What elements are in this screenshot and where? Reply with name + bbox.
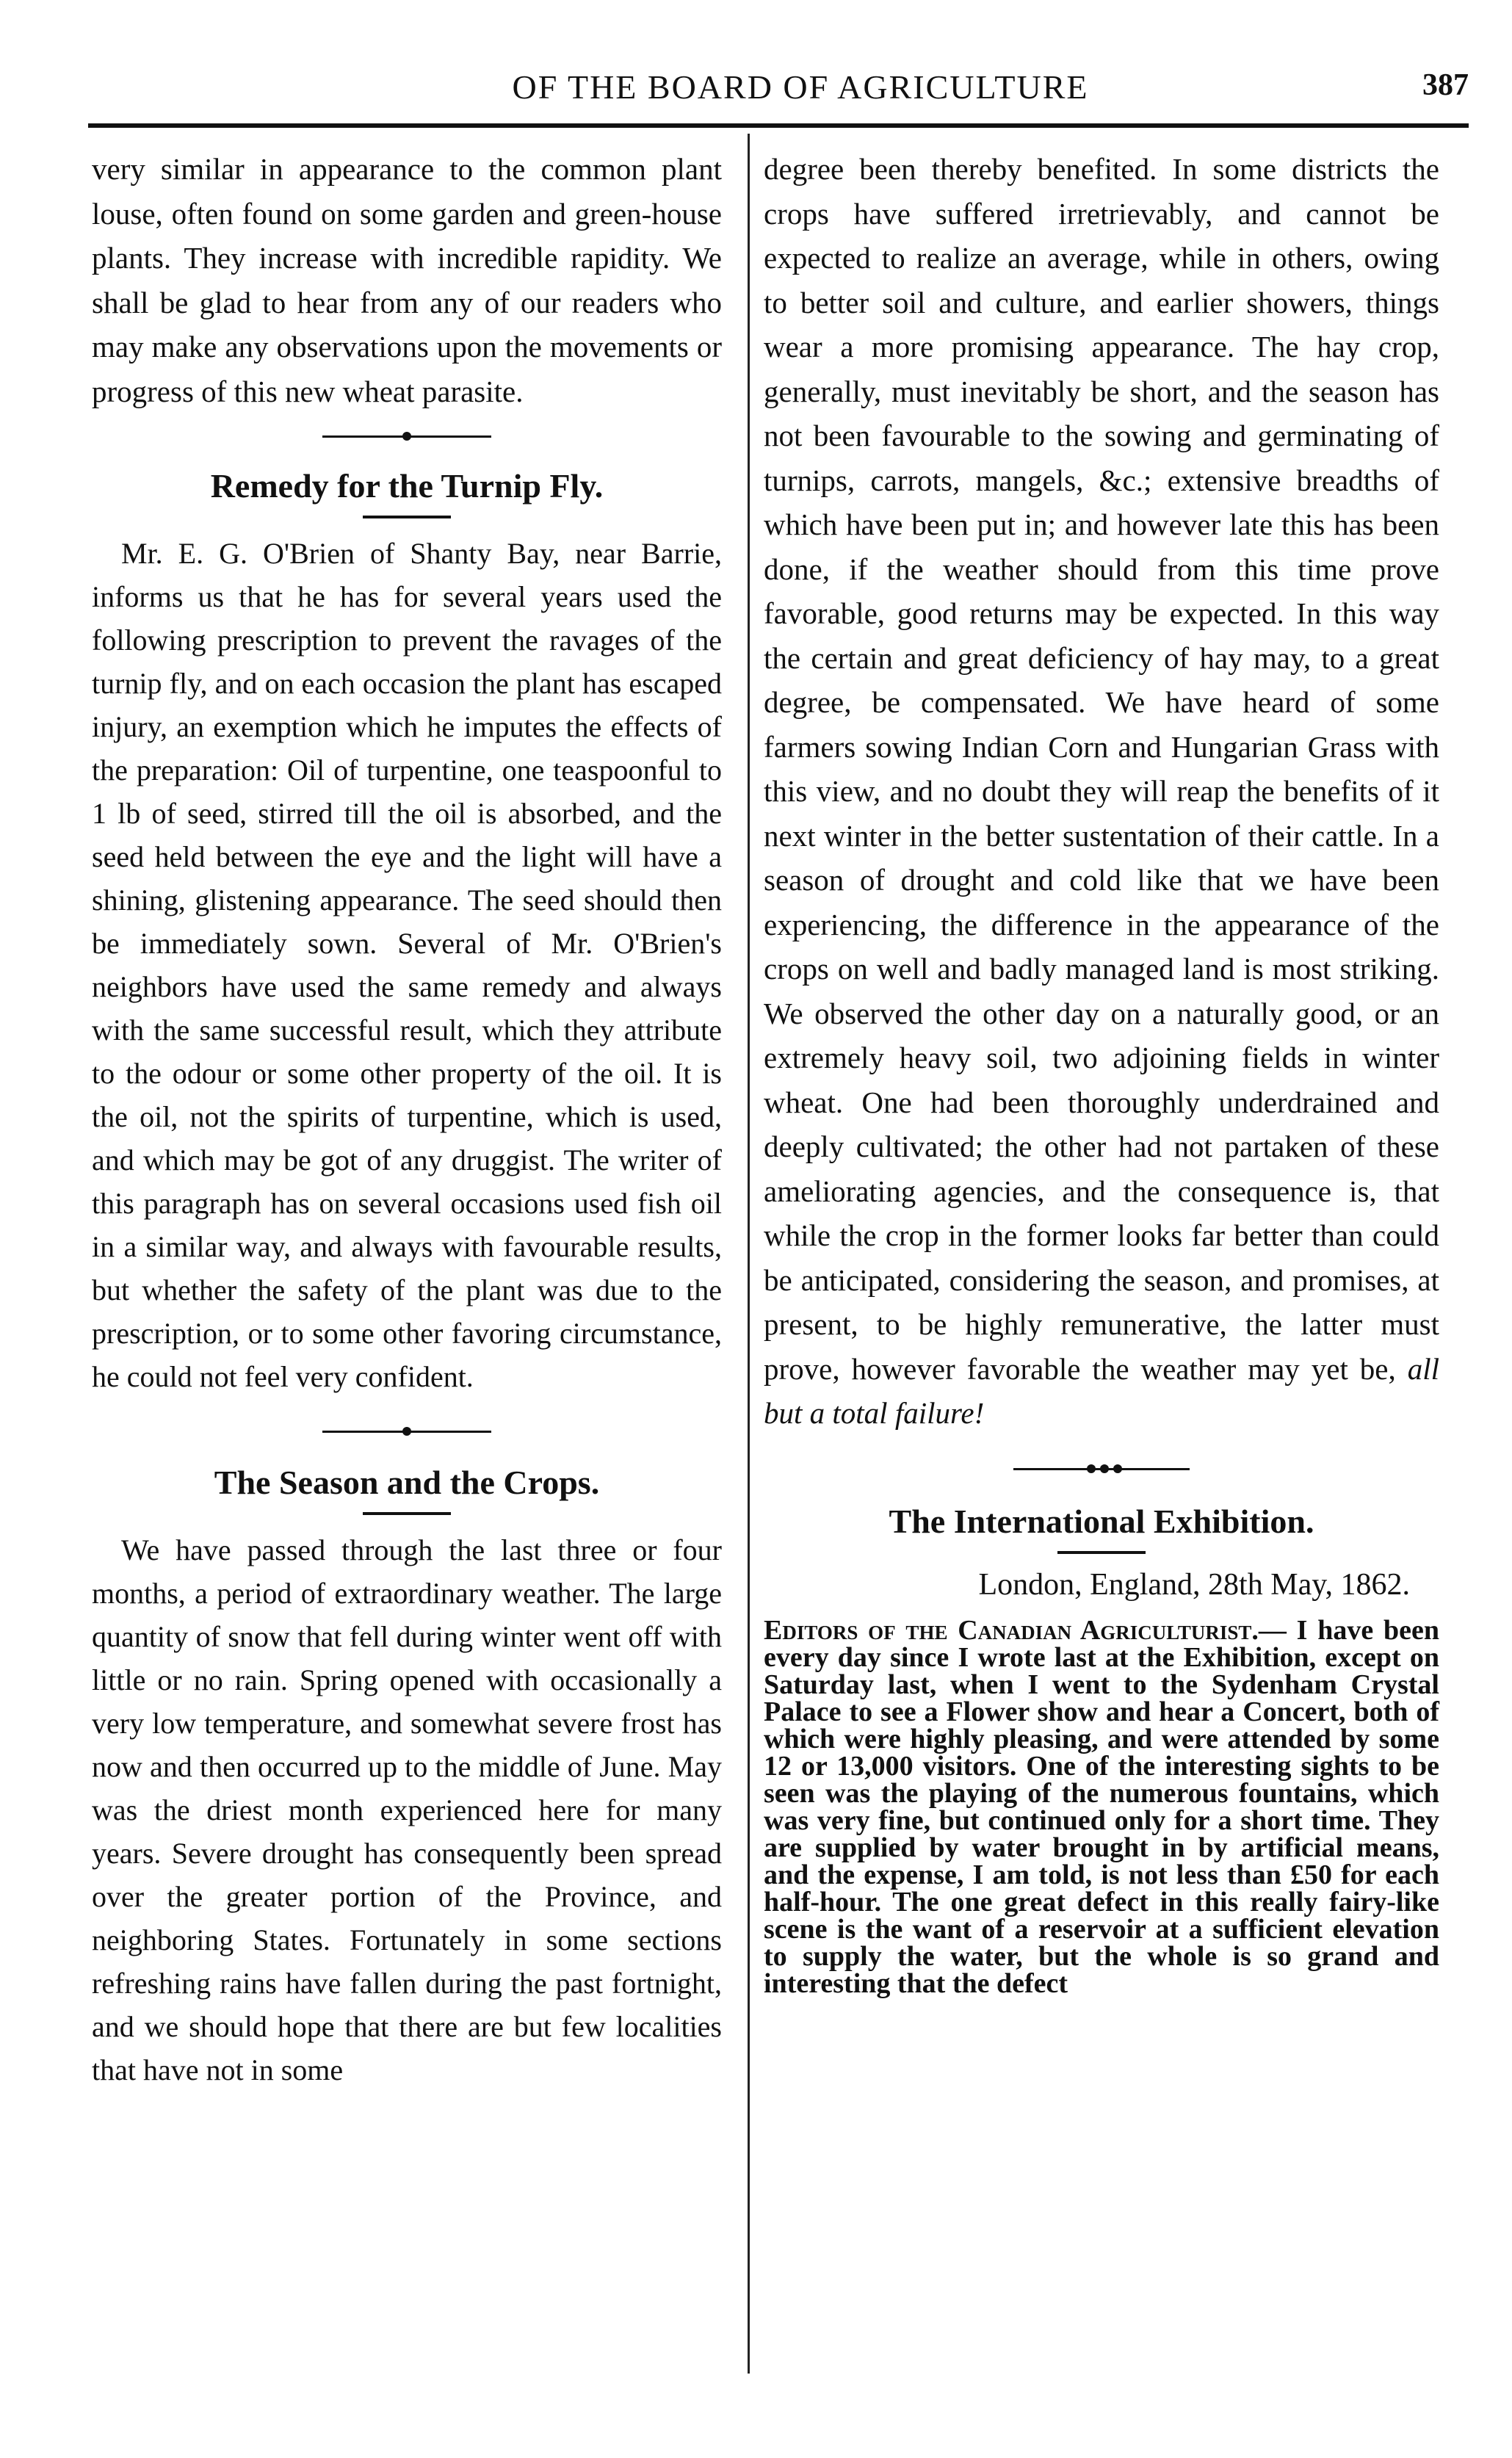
running-title: OF THE BOARD OF AGRICULTURE xyxy=(512,68,1089,106)
season-continuation xyxy=(764,147,1439,1436)
letter-salutation: Editors of the Canadian Agriculturist.— xyxy=(764,1614,1287,1646)
dateline: London, England, 28th May, 1862. xyxy=(978,1567,1410,1602)
heading-underline xyxy=(363,516,451,518)
heading-underline xyxy=(1057,1551,1146,1554)
season-continuation-italic: all but a total failure! xyxy=(764,1351,1439,1430)
section-divider xyxy=(1013,1458,1190,1480)
exhibition-heading: The International Exhibition. xyxy=(889,1502,1314,1540)
column-divider xyxy=(748,134,750,2374)
heading-underline xyxy=(363,1512,451,1515)
turnip-heading: Remedy for the Turnip Fly. xyxy=(210,467,604,505)
season-body: We have passed through the last three or four months, a period of extraordinary weather. The large quantity of snow that fell during winter went off with little or no rain. Spring opened with occasionally a very low temperature, and somewhat severe frost has now and then occurred up to the middle of June. May was the driest month experienced here for many years. Severe drought has consequently been spread over the greater portion of the Province, and neighboring States. Fortunately in some sections refreshing rains have fallen during the past fortnight, and we should hope that there are but few localities that have not in some xyxy=(92,1533,722,2086)
left-column xyxy=(92,147,722,2092)
right-column xyxy=(764,147,1439,1998)
section-divider xyxy=(322,1420,491,1442)
parasite-paragraph: very similar in appearance to the common plant louse, often found on some garden and green-house plants. They increase with incredible rapidity. We shall be glad to hear from any of our readers who may make any observations upon the movements or progress of this new wheat parasite. xyxy=(92,152,722,408)
section-divider xyxy=(322,425,491,447)
season-heading: The Season and the Crops. xyxy=(214,1464,600,1501)
season-continuation-text: degree been thereby benefited. In some districts the crops have suffered irretrievably, and cannot be expected to realize an average, while in others, owing to better soil and culture, and earlier showers, things wear a more promising appearance. The hay crop, generally, must inevitably be short, and the season has not been favourable to the sowing and germinating of turnips, carrots, mangels, &c.; extensive breadths of which have been put in; and however late this has been done, if the weather should from this time prove favorable, good returns may be expected. In this way the certain and great deficiency of hay may, to a great degree, be compensated. We have heard of some farmers sowing Indian Corn and Hungarian Grass with this view, and no doubt they will reap the benefits of it next winter in the better sustentation of their cattle. In a season of drought and cold like that we have been experiencing, the difference in the appearance of the crops on well and badly managed land is most striking. We observed the other day on a naturally good, or an extremely heavy soil, two adjoining fields in winter wheat. One had been thoroughly underdrained and deeply cultivated; the other had not partaken of these ameliorating agencies, and the consequence is, that while the crop in the former looks far better than could be anticipated, considering the season, and promises, at present, to be highly remunerative, the latter must prove, however favorable the weather may yet be, xyxy=(764,152,1439,1386)
exhibition-letter xyxy=(764,1614,1439,1999)
header-rule xyxy=(88,123,1469,128)
letter-body: I have been every day since I wrote last at the Exhibition, except on Saturday last, when I went to the Sydenham Crystal Palace to see a Flower show and hear a Concert, both of which were highly pleasing, and were attended by some 12 or 13,000 visitors. One of the interesting sights to be seen was the playing of the numerous fountains, which was very fine, but continued only for a short time. They are supplied by water brought in by artificial means, and the expense, I am told, is not less than £50 for each half-hour. The one great defect in this really fairy-like scene is the want of a reservoir at a sufficient elevation to supply the water, but the whole is so grand and interesting that the defect xyxy=(764,1614,1439,1999)
page-number: 387 xyxy=(1422,68,1469,102)
turnip-body: Mr. E. G. O'Brien of Shanty Bay, near Barrie, informs us that he has for several years used the following prescription to prevent the ravages of the turnip fly, and on each occasion the plant has escaped injury, an exemption which he imputes the effects of the preparation: Oil of turpentine, one teaspoonful to 1 lb of seed, stirred till the oil is absorbed, and the seed held between the eye and the light will have a shining, glistening appearance. The seed should then be immediately sown. Several of Mr. O'Brien's neighbors have used the same remedy and always with the same successful result, which they attribute to the odour or some other property of the oil. It is the oil, not the spirits of turpentine, which is used, and which may be got of any druggist. The writer of this paragraph has on several occasions used fish oil in a similar way, and always with favourable results, but whether the safety of the plant was due to the prescription, or to some other favoring circumstance, he could not feel very confident. xyxy=(92,537,722,1393)
running-head xyxy=(88,68,1469,112)
